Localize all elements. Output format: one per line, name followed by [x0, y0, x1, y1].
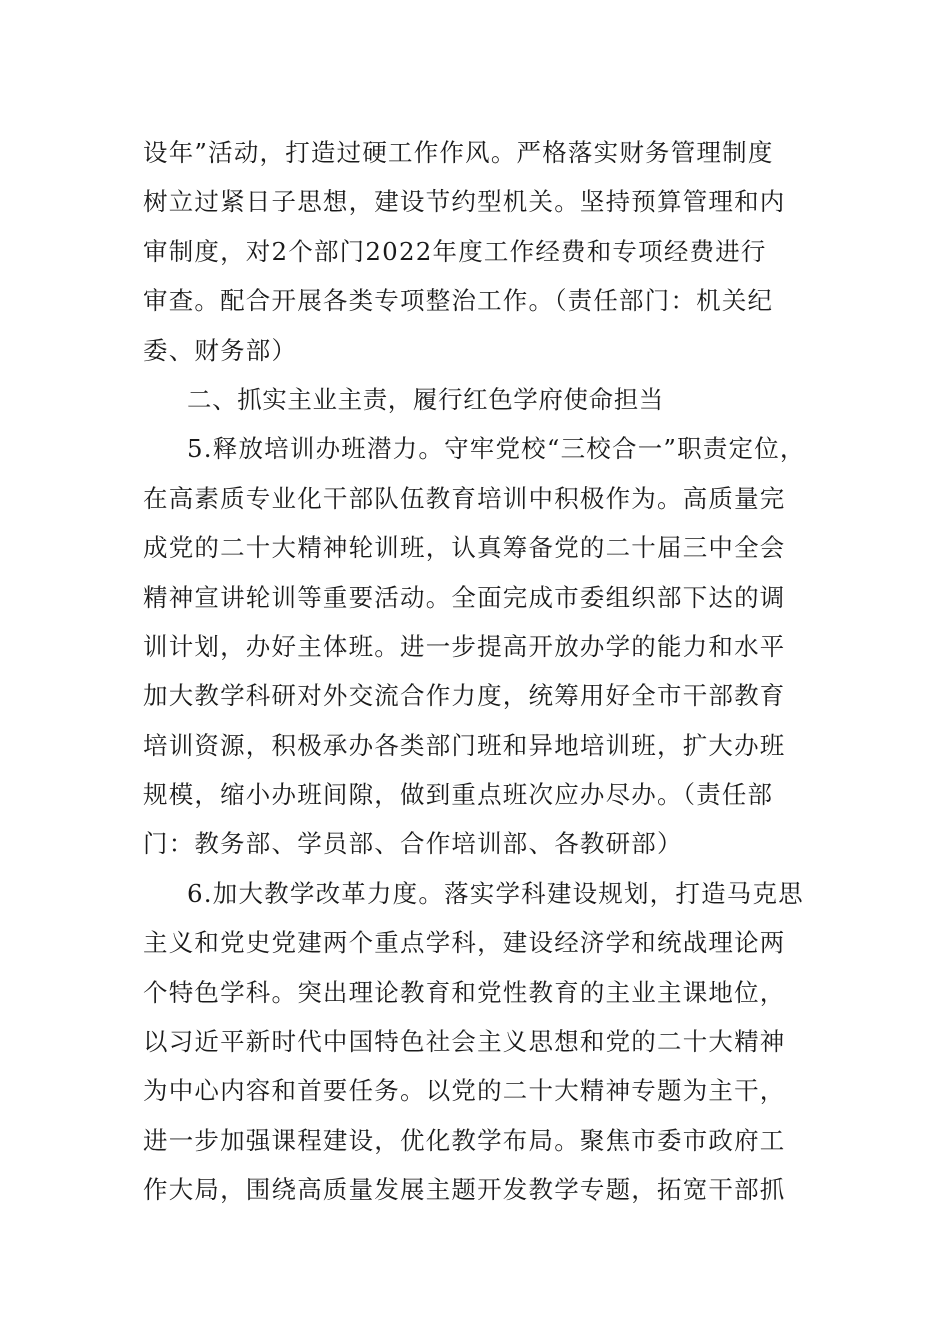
text-line: 树立过紧日子思想，建设节约型机关。坚持预算管理和内	[143, 187, 786, 217]
text-line: 为中心内容和首要任务。以党的二十大精神专题为主干，	[143, 1076, 786, 1106]
text-line: 主义和党史党建两个重点学科，建设经济学和统战理论两	[143, 928, 786, 958]
text-line: 以习近平新时代中国特色社会主义思想和党的二十大精神	[143, 1027, 786, 1057]
text-line: 委、财务部）	[143, 335, 298, 365]
text-line: 审查。配合开展各类专项整治工作。（责任部门：机关纪	[143, 286, 774, 316]
text-line: 精神宣讲轮训等重要活动。全面完成市委组织部下达的调	[143, 582, 786, 612]
text-line: 个特色学科。突出理论教育和党性教育的主业主课地位，	[143, 977, 786, 1007]
text-line: 门：教务部、学员部、合作培训部、各教研部）	[143, 829, 683, 859]
text-line: 在高素质专业化干部队伍教育培训中积极作为。高质量完	[143, 483, 786, 513]
text-line: 进一步加强课程建设，优化教学布局。聚焦市委市政府工	[143, 1125, 786, 1155]
text-line: 设年”活动，打造过硬工作作风。严格落实财务管理制度	[143, 138, 774, 167]
text-line: 成党的二十大精神轮训班，认真筹备党的二十届三中全会	[143, 533, 786, 563]
text-line: 加大教学科研对外交流合作力度，统筹用好全市干部教育	[143, 681, 786, 711]
text-line: 6.加大教学改革力度。落实学科建设规划，打造马克思	[187, 878, 804, 908]
text-line: 作大局，围绕高质量发展主题开发教学专题，拓宽干部抓	[143, 1175, 786, 1205]
section-heading: 二、抓实主业主责，履行红色学府使命担当	[187, 384, 664, 414]
text-line: 培训资源，积极承办各类部门班和异地培训班，扩大办班	[143, 730, 786, 760]
text-line: 训计划，办好主体班。进一步提高开放办学的能力和水平	[143, 631, 786, 661]
text-line: 审制度，对2个部门2022年度工作经费和专项经费进行	[143, 236, 767, 266]
body-text	[143, 128, 833, 1215]
text-line: 5.释放培训办班潜力。守牢党校“三校合一”职责定位，	[187, 434, 806, 464]
text-line: 规模，缩小办班间隙，做到重点班次应办尽办。（责任部	[143, 780, 774, 810]
